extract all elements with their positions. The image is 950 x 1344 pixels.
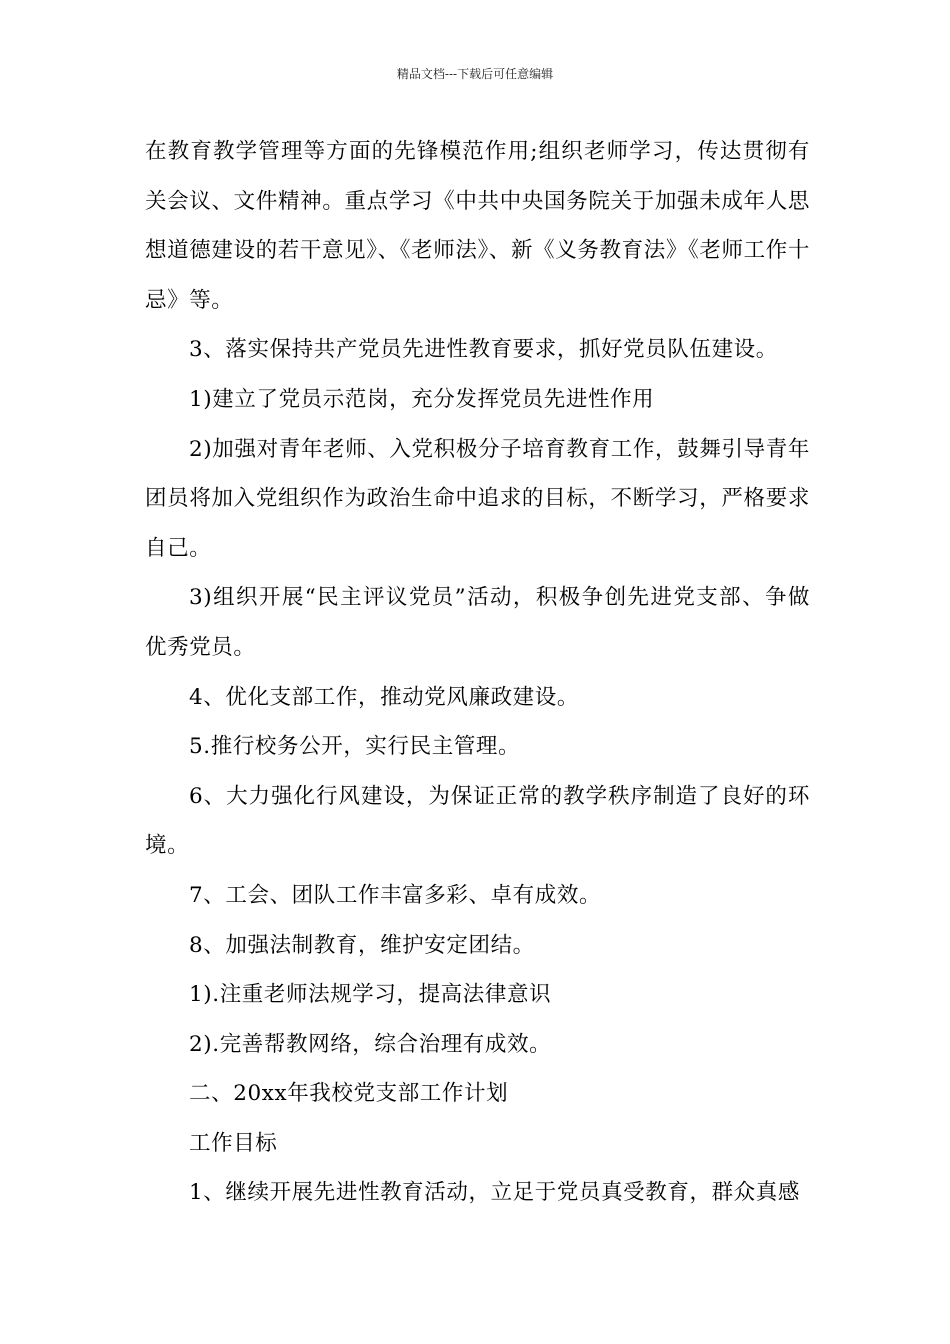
page-header: 精品文档---下载后可任意编辑 (396, 67, 554, 81)
paragraph-subitem-3: 3)组织开展“民主评议党员”活动，积极争创先进党支部、争做优秀党员。 (145, 585, 810, 660)
subheading-work-goals: 工作目标 (189, 1130, 278, 1156)
paragraph-goal-1: 1、继续开展先进性教育活动，立足于党员真受教育，群众真感 (189, 1180, 800, 1206)
paragraph-continuation: 在教育教学管理等方面的先锋模范作用;组织老师学习，传达贯彻有关会议、文件精神。重点学习《中共中央国务院关于加强未成年人思想道德建设的若干意见》、《老师法》、新《义务教育法》《老师工作十忌》等。 (145, 139, 810, 313)
paragraph-item-5: 5.推行校务公开，实行民主管理。 (189, 734, 521, 760)
paragraph-item-3: 3、落实保持共产党员先进性教育要求，抓好党员队伍建设。 (189, 337, 778, 363)
paragraph-subitem-2: 2)加强对青年老师、入党积极分子培育教育工作，鼓舞引导青年团员将加入党组织作为政治生命中追求的目标，不断学习，严格要求自己。 (145, 436, 810, 561)
paragraph-subitem-1: 1)建立了党员示范岗，充分发挥党员先进性作用 (189, 386, 655, 412)
paragraph-item-8: 8、加强法制教育，维护安定团结。 (189, 932, 535, 958)
paragraph-law-subitem-1: 1).注重老师法规学习，提高法律意识 (189, 982, 552, 1008)
paragraph-item-7: 7、工会、团队工作丰富多彩、卓有成效。 (189, 882, 602, 908)
paragraph-item-6: 6、大力强化行风建设，为保证正常的教学秩序制造了良好的环境。 (145, 783, 810, 859)
paragraph-law-subitem-2: 2).完善帮教网络，综合治理有成效。 (189, 1031, 552, 1057)
document-body (145, 127, 810, 1218)
section-heading-plan: 二、20xx年我校党支部工作计划 (189, 1081, 509, 1107)
paragraph-item-4: 4、优化支部工作，推动党风廉政建设。 (189, 684, 579, 710)
